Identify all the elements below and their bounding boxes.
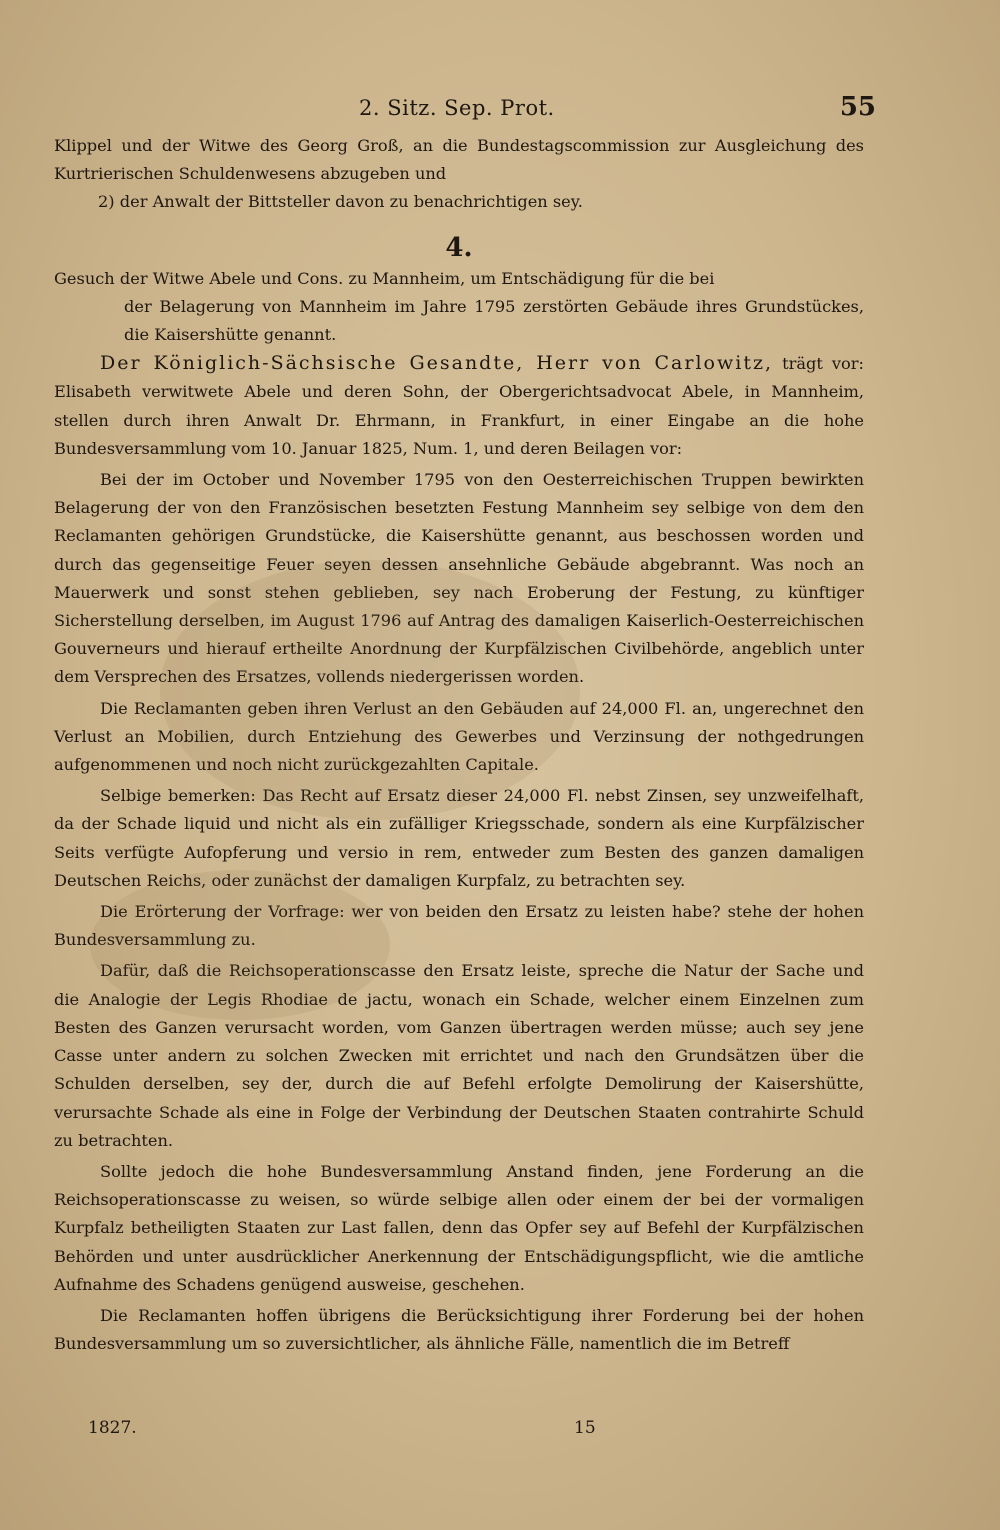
section-title-line-2: der Belagerung von Mannheim im Jahre 1795 zerstörten Gebäude ihres Grundstückes, die Kaisershütte genannt. [124, 296, 864, 345]
year-signature: 1827. [88, 1418, 137, 1438]
page-number: 55 [839, 92, 876, 122]
section-title-line-1: Gesuch der Witwe Abele und Cons. zu Mannheim, um Entschädigung für die bei [54, 268, 715, 288]
speaker-name: Der Königlich-Sächsische Gesandte, Herr von Carlowitz, [100, 352, 774, 375]
paragraph-7: Die Reclamanten hoffen übrigens die Berücksichtigung ihrer Forderung bei der hohen Bundesversammlung um so zuversichtlicher, als ähnliche Fälle, namentlich die im Betreff [54, 1305, 864, 1354]
paragraph-3: Selbige bemerken: Das Recht auf Ersatz dieser 24,000 Fl. nebst Zinsen, sey unzweifelhaft, da der Schade liquid und nicht als ein zufälliger Kriegsschade, sondern als eine Kurpfälzischer Seits verfügte Aufopferung und versio in rem, entweder zum Besten des ganzen damaligen Deutschen Reichs, oder zunächst der damaligen Kurpfalz, zu betrachten sey. [54, 786, 864, 890]
paragraph-2: Die Reclamanten geben ihren Verlust an den Gebäuden auf 24,000 Fl. an, ungerechnet den Verlust an Mobilien, durch Entziehung des Gewerbes und Verzinsung der nothgedrungen aufgenommenen und noch nicht zurückgezahlten Capitale. [54, 698, 864, 775]
paragraph-5: Dafür, daß die Reichsoperationscasse den Ersatz leiste, spreche die Natur der Sache und die Analogie der Legis Rhodiae de jactu, wonach ein Schade, welcher einem Einzelnen zum Besten des Ganzen verursacht worden, vom Ganzen übertragen werden müsse; auch sey jene Casse unter andern zu solchen Zwecken mit errichtet und nach den Grundsätzen über die Schulden derselben, sey der, durch die auf Befehl erfolgte Demolirung der Kaisershütte, verursachte Schade als eine in Folge der Verbindung der Deutschen Staaten contrahirte Schuld zu betrachten. [54, 961, 864, 1150]
page-header [54, 92, 876, 132]
page-footer [88, 1418, 864, 1448]
paragraph-4: Die Erörterung der Vorfrage: wer von beiden den Ersatz zu leisten habe? stehe der hohen Bundesversammlung zu. [54, 902, 864, 950]
paragraph-1: Bei der im October und November 1795 von den Oesterreichischen Truppen bewirkten Belagerung der von den Französischen besetzten Festung Mannheim sey selbige von dem den Reclamanten gehörigen Grundstücke, die Kaisershütte genannt, aus beschossen worden und durch das gegenseitige Feuer seyen dessen ansehnliche Gebäude abgebrannt. Was noch an Mauerwerk und sonst stehen geblieben, sey nach Eroberung der Festung, zu künftiger Sicherstellung derselben, im August 1796 auf Antrag des damaligen Kaiserlich-Oesterreichischen Gouverneurs und hierauf ertheilte Anordnung der Kurpfälzischen Civilbehörde, angeblich unter dem Versprechen des Ersatzes, vollends niedergerissen worden. [54, 470, 864, 687]
opening-text: trägt vor: Elisabeth verwitwete Abele und deren Sohn, der Obergerichtsadvocat Abele, in Mannheim, stellen durch ihren Anwalt Dr. Ehrmann, in Frankfurt, in einer Eingabe an die hohe Bundesversammlung vom 10. Januar 1825, Num. 1, und deren Beilagen vor: [54, 354, 864, 458]
section-number: 4. [445, 232, 473, 263]
paragraph-6: Sollte jedoch die hohe Bundesversammlung Anstand finden, jene Forderung an die Reichsoperationscasse zu weisen, so würde selbige allen oder einem der bei der vormaligen Kurpfalz betheiligten Staaten zur Last fallen, denn das Opfer sey auf Befehl der Kurpfälzischen Behörden und unter ausdrücklicher Anerkennung der Entschädigungspflicht, wie die amtliche Aufnahme des Schadens genügend ausweise, geschehen. [54, 1161, 864, 1294]
section-title [54, 265, 864, 350]
continuation-paragraph: Klippel und der Witwe des Georg Groß, an die Bundestagscommission zur Ausgleichung des Kurtrierischen Schuldenwesens abzugeben und [54, 136, 864, 184]
item-2: 2) der Anwalt der Bittsteller davon zu benachrichtigen sey. [98, 192, 583, 212]
running-head: 2. Sitz. Sep. Prot. [359, 96, 555, 120]
sheet-number: 15 [574, 1418, 596, 1438]
body-text [54, 132, 864, 1358]
opening-paragraph [54, 349, 864, 463]
